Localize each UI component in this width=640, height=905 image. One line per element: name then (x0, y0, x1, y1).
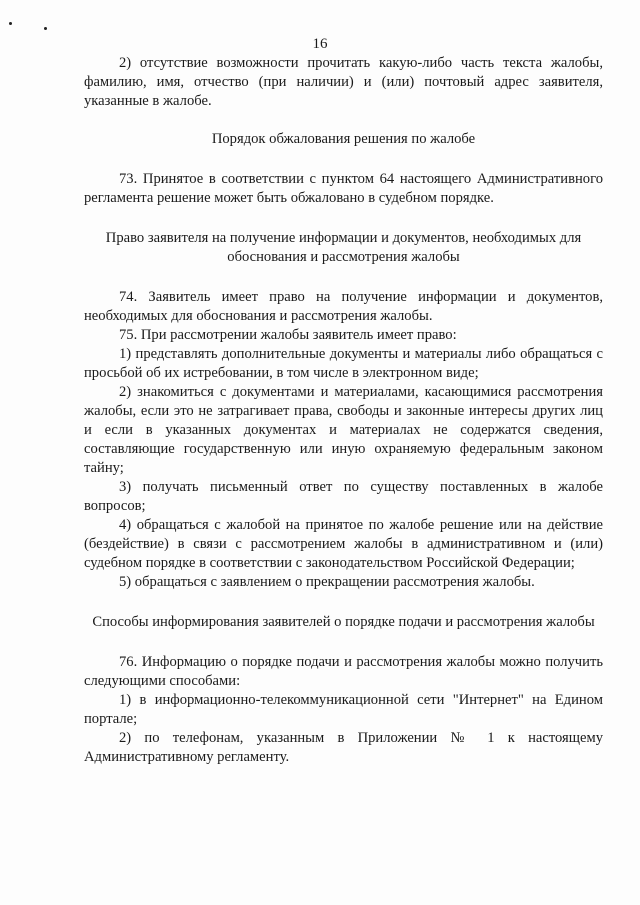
info-method-2: 2) по телефонам, указанным в Приложении № 1 к настоящему Административному регламенту. (84, 730, 603, 765)
rights-item-5: 5) обращаться с заявлением о прекращении рассмотрения жалобы. (119, 574, 535, 590)
rights-item-2: 2) знакомиться с документами и материалами, касающимися рассмотрения жалобы, если это не затрагивает права, свободы и законные интересы других лиц и если в указанных документах и материалах не содержатся сведения, составляющие государственную или иную охраняемую федеральным законом тайну; (84, 384, 603, 476)
info-method-1: 1) в информационно-телекоммуникационной сети "Интернет" на Едином портале; (84, 692, 603, 727)
paragraph-item-2: 2) отсутствие возможности прочитать какую-либо часть текста жалобы, фамилию, имя, отчество (при наличии) и (или) почтовый адрес заявителя, указанные в жалобе. (84, 55, 603, 109)
page-number: 16 (312, 36, 328, 52)
paragraph-75: 75. При рассмотрении жалобы заявитель имеет право: (119, 327, 457, 343)
rights-item-4: 4) обращаться с жалобой на принятое по жалобе решение или на действие (бездействие) в связи с рассмотрением жалобы в административном и (или) судебном порядке в соответствии с законодательством Российской Федерации; (84, 517, 603, 571)
paragraph-73: 73. Принятое в соответствии с пунктом 64 настоящего Административного регламента решение может быть обжаловано в судебном порядке. (84, 171, 603, 206)
rights-item-1: 1) представлять дополнительные документы и материалы либо обращаться с просьбой об их истребовании, в том числе в электронном виде; (84, 346, 603, 381)
document-body (84, 54, 603, 767)
rights-item-3: 3) получать письменный ответ по существу поставленных в жалобе вопросов; (84, 479, 603, 514)
section-heading-informing: Способы информирования заявителей о порядке подачи и рассмотрения жалобы (92, 614, 595, 630)
paragraph-76: 76. Информацию о порядке подачи и рассмотрения жалобы можно получить следующими способами: (84, 654, 603, 689)
paragraph-74: 74. Заявитель имеет право на получение информации и документов, необходимых для обоснования и рассмотрения жалобы. (84, 289, 603, 324)
section-heading-rights: Право заявителя на получение информации и документов, необходимых для обоснования и рассмотрения жалобы (105, 230, 582, 265)
section-heading-appeal: Порядок обжалования решения по жалобе (211, 131, 476, 147)
